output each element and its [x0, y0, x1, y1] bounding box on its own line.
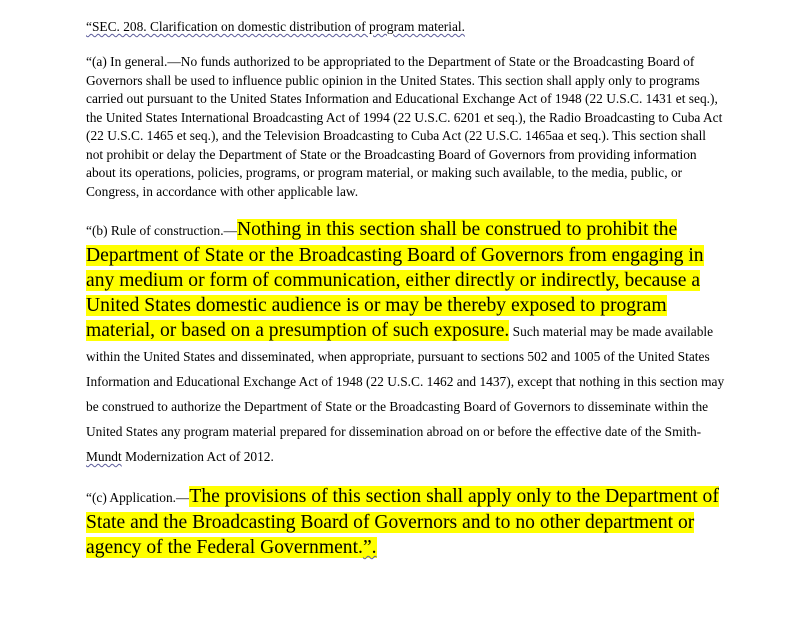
- section-heading: “SEC. 208. Clarification on domestic distribution of program material.: [86, 19, 465, 34]
- section-a-paragraph: [86, 53, 726, 201]
- section-c-paragraph: [86, 484, 726, 560]
- section-a-text: No funds authorized to be appropriated to the Department of State or the Broadcasting Board of Governors shall be used to influence public opinion in the United States. This section shall apply only to programs carried out pursuant to the United States Information and Educational Exchange Act of 1948 (22 U.S.C. 1431 et seq.), the United States International Broadcasting Act of 1994 (22 U.S.C. 6201 et seq.), the Radio Broadcasting to Cuba Act (22 U.S.C. 1465 et seq.), and the Television Broadcasting to Cuba Act (22 U.S.C. 1465aa et seq.). This section shall not prohibit or delay the Department of State or the Broadcasting Board of Governors from providing information about its operations, policies, programs, or program material, or making such available, to the media, public, or Congress, in accordance with other applicable law.: [86, 54, 723, 199]
- section-b-label: “(b) Rule of construction.—: [86, 223, 237, 238]
- section-c-highlighted-text: The provisions of this section shall apply only to the Department of State and the Broadcasting Board of Governors and to no other department or agency of the Federal Government.: [86, 486, 719, 558]
- section-b-text: [86, 324, 724, 464]
- section-b-ending: Modernization Act of 2012.: [121, 449, 274, 464]
- section-b-highlighted-text: Nothing in this section shall be construed to prohibit the Department of State or the Broadcasting Board of Governors from engaging in any medium or form of communication, either directly or indirectly, because a United States domestic audience is or may be thereby exposed to program material, or based on a presumption of such exposure.: [86, 219, 704, 341]
- section-a-label: “(a) In general.—: [86, 54, 181, 69]
- mundt-word: Mundt: [86, 449, 122, 464]
- section-b-paragraph: [86, 217, 726, 468]
- section-b-body: Such material may be made available within the United States and disseminated, when appropriate, pursuant to sections 502 and 1005 of the United States Information and Educational Exchange Act of 1948 (22 U.S.C. 1462 and 1437), except that nothing in this section may be construed to authorize the Department of State or the Broadcasting Board of Governors to disseminate within the United States any program material prepared for dissemination abroad on or before the effective date of the Smith-: [86, 324, 725, 439]
- document-page: [86, 18, 726, 560]
- section-c-closing-quote: ”.: [362, 537, 377, 558]
- section-c-label: “(c) Application.—: [86, 490, 190, 505]
